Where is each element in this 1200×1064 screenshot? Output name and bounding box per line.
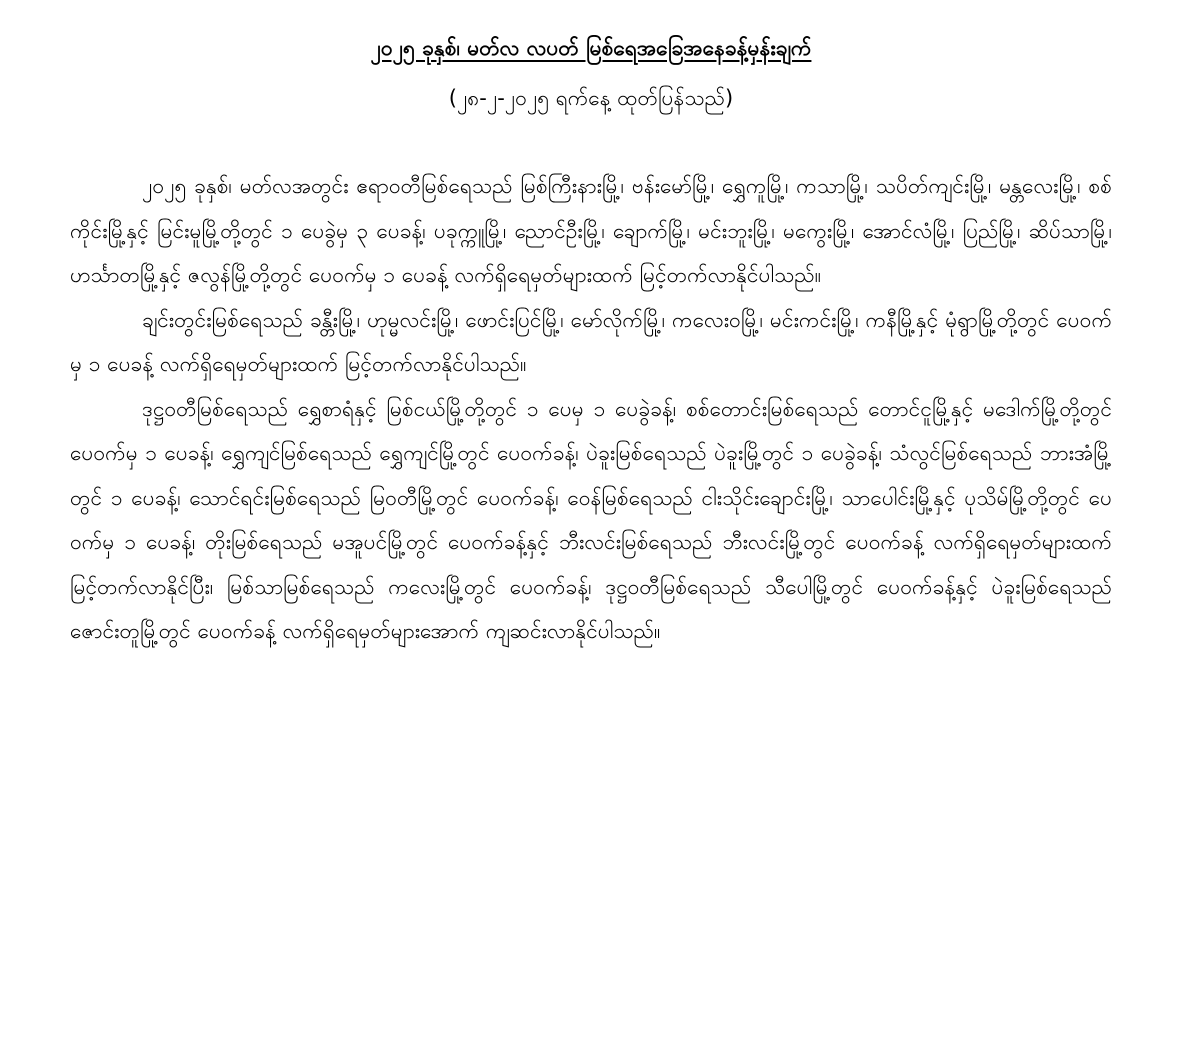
release-date-subtitle: (၂၈-၂-၂၀၂၅ ရက်နေ့ ထုတ်ပြန်သည်) <box>448 86 734 110</box>
paragraph-ayeyarwady: ၂၀၂၅ ခုနှစ်၊ မတ်လအတွင်း ဧရာဝတီမြစ်ရေသည် မြစ်ကြီးနားမြို့၊ ဗန်းမော်မြို့၊ ရွှေကူမြို့၊ ကသာမြို့၊ သပိတ်ကျင်းမြို့၊ မန္တလေးမြို့၊ စစ်ကိုင်းမြို့နှင့် မြင်းမူမြို့တို့တွင် ၁ ပေခွဲမှ ၃ ပေခန့်၊ ပခုက္ကူမြို့၊ ညောင်ဦးမြို့၊ ချောက်မြို့၊ မင်းဘူးမြို့၊ မကွေးမြို့၊ အောင်လံမြို့၊ ပြည်မြို့၊ ဆိပ်သာမြို့၊ ဟင်္သာတမြို့နှင့် ဇလွန်မြို့တို့တွင် ပေဝက်မှ ၁ ပေခန့် လက်ရှိရေမှတ်များထက် မြင့်တက်လာနိုင်ပါသည်။ <box>70 174 1112 287</box>
paragraph-other-rivers: ဒုဋ္ဌဝတီမြစ်ရေသည် ရွှေစာရံနှင့် မြစ်ငယ်မြို့တို့တွင် ၁ ပေမှ ၁ ပေခွဲခန့်၊ စစ်တောင်းမြစ်ရေသည် တောင်ငူမြို့နှင့် မဒေါက်မြို့တို့တွင် ပေဝက်မှ ၁ ပေခန့်၊ ရွှေကျင်မြစ်ရေသည် ရွှေကျင်မြို့တွင် ပေဝက်ခန့်၊ ပဲခူးမြစ်ရေသည် ပဲခူးမြို့တွင် ၁ ပေခွဲခန့်၊ သံလွင်မြစ်ရေသည် ဘားအံမြို့တွင် ၁ ပေခန့်၊ သောင်ရင်းမြစ်ရေသည် မြဝတီမြို့တွင် ပေဝက်ခန့်၊ ဝေန်မြစ်ရေသည် ငါးသိုင်းချောင်းမြို့၊ သာပေါင်းမြို့နှင့် ပုသိမ်မြို့တို့တွင် ပေဝက်မှ ၁ ပေခန့်၊ တိုးမြစ်ရေသည် မအူပင်မြို့တွင် ပေဝက်ခန့်နှင့် ဘီးလင်းမြစ်ရေသည် ဘီးလင်းမြို့တွင် ပေဝက်ခန့် လက်ရှိရေမှတ်များထက် မြင့်တက်လာနိုင်ပြီး၊ မြစ်သာမြစ်ရေသည် ကလေးမြို့တွင် ပေဝက်ခန့်၊ ဒုဋ္ဌဝတီမြစ်ရေသည် သီပေါမြို့တွင် ပေဝက်ခန့်နှင့် ပဲခူးမြစ်ရေသည် ဇောင်းတူမြို့တွင် ပေဝက်ခန့် လက်ရှိရေမှတ်များအောက် ကျဆင်းလာနိုင်ပါသည်။ <box>70 396 1112 643</box>
paragraph-chindwin: ချင်းတွင်းမြစ်ရေသည် ခန္တီးမြို့၊ ဟုမ္မလင်းမြို့၊ ဖောင်းပြင်မြို့၊ မော်လိုက်မြို့၊ ကလေးဝမြို့၊ မင်းကင်းမြို့၊ ကနီမြို့နှင့် မုံရွာမြို့တို့တွင် ပေဝက်မှ ၁ ပေခန့် လက်ရှိရေမှတ်များထက် မြင့်တက်လာနိုင်ပါသည်။ <box>70 307 1112 376</box>
document-title: ၂၀၂၅ ခုနှစ်၊ မတ်လ လပတ် မြစ်ရေအခြေအနေခန့်မှန်းချက် <box>370 36 812 60</box>
